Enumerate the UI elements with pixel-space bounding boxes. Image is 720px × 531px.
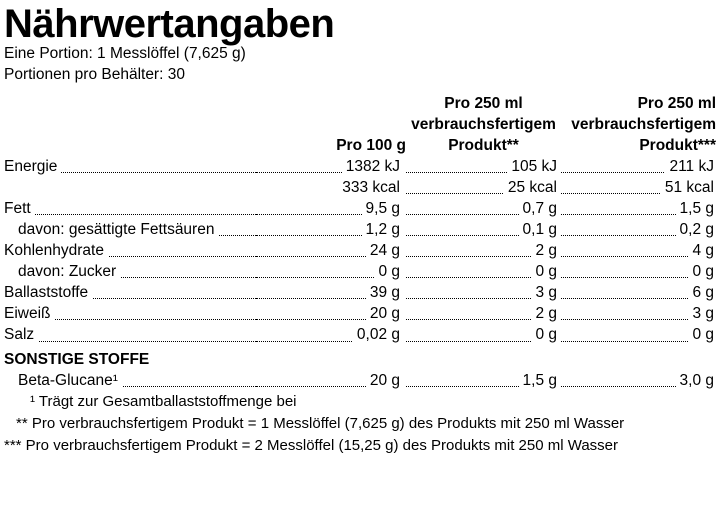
row-value-ballaststoffe-100g: 39 g [256, 282, 406, 303]
header-col-b-line1: Pro 250 ml [444, 94, 523, 112]
footnote-3: *** Pro verbrauchsfertigem Produkt = 2 Messlöffel (15,25 g) des Produkts mit 250 ml Wasser [4, 436, 619, 454]
row-value-gesaettigte-250ml-2: 0,2 g [561, 219, 716, 240]
header-col-c-line1: Pro 250 ml [637, 94, 716, 112]
table-row [4, 156, 716, 177]
footnote-1: ¹ Trägt zur Gesamtballaststoffmenge bei [30, 393, 297, 411]
row-label-energie-kcal [4, 177, 256, 198]
table-header-row [4, 86, 716, 156]
row-value-fett-100g: 9,5 g [256, 198, 406, 219]
row-label-kohlenhydrate: Kohlenhydrate [4, 240, 256, 261]
row-value-kohlenhydrate-250ml-1: 2 g [406, 240, 561, 261]
row-value-fett-250ml-2: 1,5 g [561, 198, 716, 219]
row-value-energie-kcal-250ml-1: 25 kcal [406, 177, 561, 198]
row-label-fett: Fett [4, 198, 256, 219]
table-row [4, 219, 716, 240]
row-value-eiweiss-100g: 20 g [256, 303, 406, 324]
table-row [4, 324, 716, 345]
header-col-b-line3: Produkt** [448, 136, 519, 154]
footnotes [4, 391, 720, 456]
table-row [4, 282, 716, 303]
nutrition-facts-page [0, 4, 720, 531]
row-value-kohlenhydrate-250ml-2: 4 g [561, 240, 716, 261]
nutrition-table [4, 86, 716, 346]
row-value-energie-250ml-2: 211 kJ [561, 156, 716, 177]
row-value-beta-glucane-250ml-2: 3,0 g [561, 370, 716, 391]
section-heading-sonstige-stoffe: SONSTIGE STOFFE [4, 350, 150, 368]
header-col-ready-250ml-1 [406, 86, 561, 156]
row-value-ballaststoffe-250ml-2: 6 g [561, 282, 716, 303]
row-label-ballaststoffe: Ballaststoffe [4, 282, 256, 303]
row-label-beta-glucane: Beta-Glucane¹ [4, 370, 256, 391]
row-value-gesaettigte-250ml-1: 0,1 g [406, 219, 561, 240]
row-value-eiweiss-250ml-2: 3 g [561, 303, 716, 324]
row-value-energie-kcal-100g: 333 kcal [256, 177, 406, 198]
row-value-energie-100g: 1382 kJ [256, 156, 406, 177]
row-value-gesaettigte-100g: 1,2 g [256, 219, 406, 240]
row-value-energie-250ml-1: 105 kJ [406, 156, 561, 177]
row-value-zucker-250ml-1: 0 g [406, 261, 561, 282]
header-col-per-100g: Pro 100 g [336, 136, 406, 154]
row-value-salz-250ml-2: 0 g [561, 324, 716, 345]
header-col-c-line3: Produkt*** [639, 136, 716, 154]
row-value-kohlenhydrate-100g: 24 g [256, 240, 406, 261]
row-value-fett-250ml-1: 0,7 g [406, 198, 561, 219]
row-label-energie: Energie [4, 156, 256, 177]
header-col-ready-250ml-2 [561, 86, 716, 156]
row-value-zucker-250ml-2: 0 g [561, 261, 716, 282]
table-row [4, 261, 716, 282]
serving-size-line: Eine Portion: 1 Messlöffel (7,625 g) [4, 45, 246, 62]
footnote-2: ** Pro verbrauchsfertigem Produkt = 1 Messlöffel (7,625 g) des Produkts mit 250 ml Wasser [16, 415, 625, 433]
row-label-gesaettigte-fettsaeuren: davon: gesättigte Fettsäuren [4, 219, 256, 240]
row-value-ballaststoffe-250ml-1: 3 g [406, 282, 561, 303]
table-row [4, 198, 716, 219]
row-value-zucker-100g: 0 g [256, 261, 406, 282]
table-row [4, 370, 716, 391]
page-title: Nährwertangaben [4, 2, 335, 46]
table-row [4, 240, 716, 261]
row-label-salz: Salz [4, 324, 256, 345]
row-value-energie-kcal-250ml-2: 51 kcal [561, 177, 716, 198]
row-label-zucker: davon: Zucker [4, 261, 256, 282]
servings-per-container-line: Portionen pro Behälter: 30 [4, 65, 185, 83]
row-value-salz-100g: 0,02 g [256, 324, 406, 345]
header-col-c-line2: verbrauchsfertigem [571, 115, 716, 133]
table-row [4, 303, 716, 324]
row-value-beta-glucane-100g: 20 g [256, 370, 406, 391]
header-label-cell [4, 86, 256, 156]
table-row [4, 177, 716, 198]
row-value-beta-glucane-250ml-1: 1,5 g [406, 370, 561, 391]
header-col-b-line2: verbrauchsfertigem [411, 115, 556, 133]
row-label-eiweiss: Eiweiß [4, 303, 256, 324]
other-substances-table [4, 370, 716, 391]
row-value-salz-250ml-1: 0 g [406, 324, 561, 345]
row-value-eiweiss-250ml-1: 2 g [406, 303, 561, 324]
